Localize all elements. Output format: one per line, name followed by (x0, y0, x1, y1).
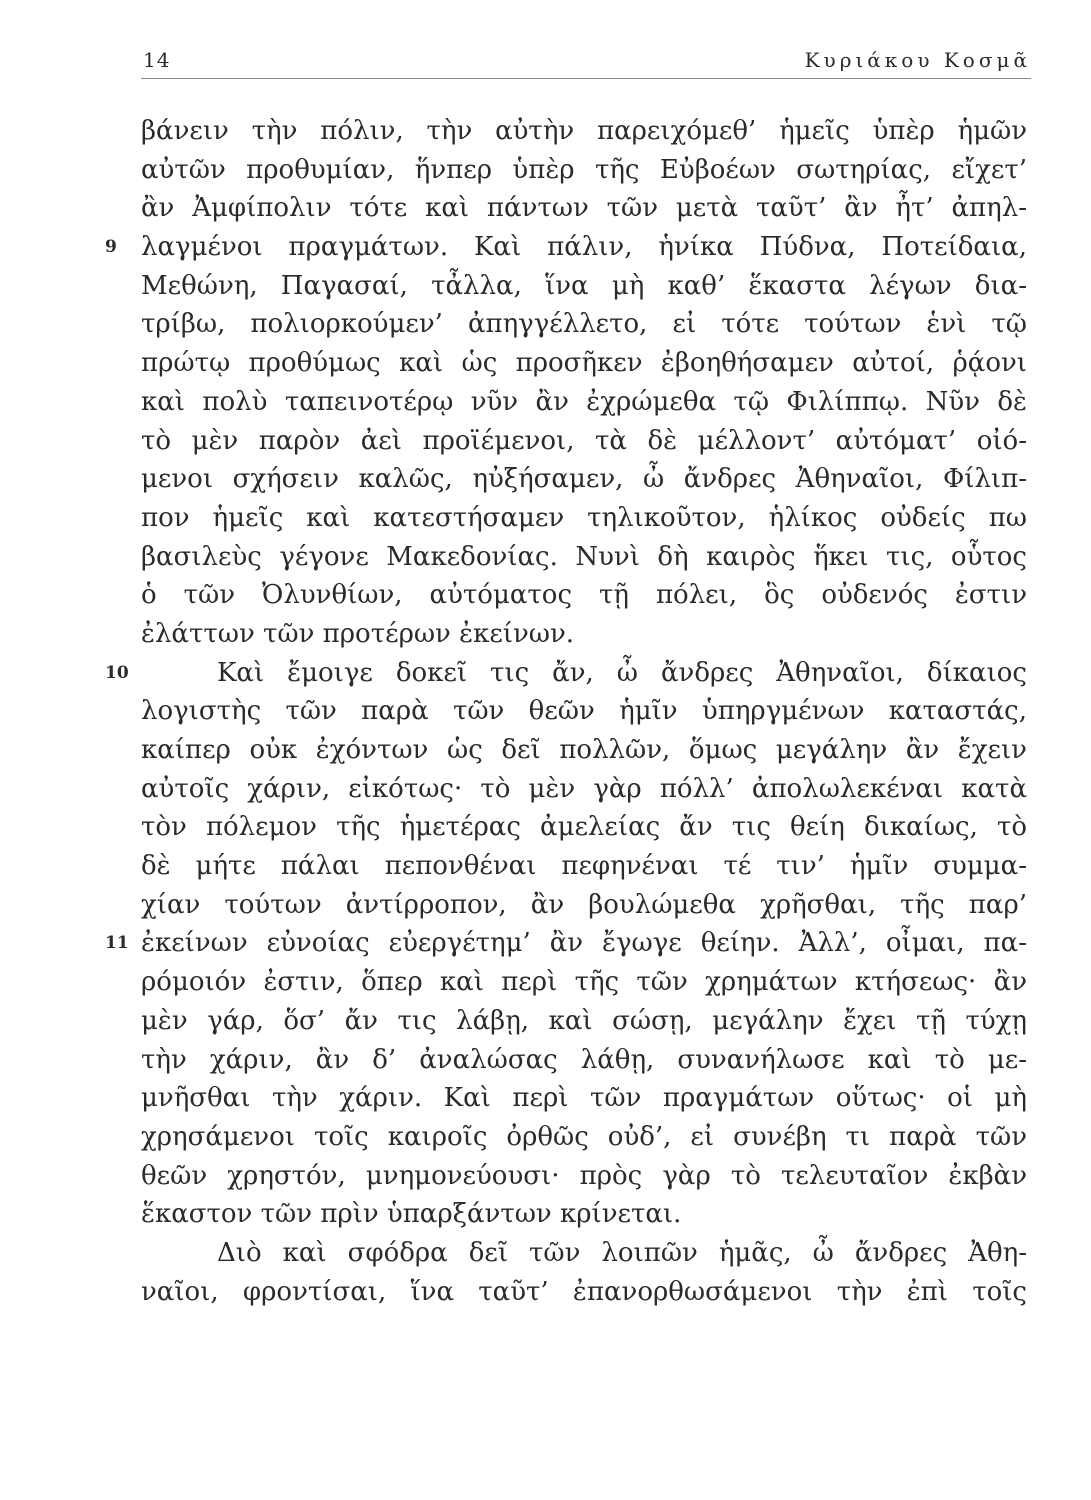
text-line (141, 344, 1027, 383)
text-line (141, 1273, 1027, 1312)
text-line (141, 499, 1027, 538)
text-line (141, 576, 1027, 615)
text-line (141, 305, 1027, 344)
line-text: καὶ πολὺ ταπεινοτέρῳ νῦν ἂν ἐχρώμεθα τῷ Φιλίππῳ. Νῦν δὲ (141, 386, 1027, 417)
text-line (141, 1195, 1027, 1234)
text-line (141, 1002, 1027, 1041)
line-text: ὁ τῶν Ὀλυνθίων, αὐτόματος τῇ πόλει, ὃς οὐδενός ἐστιν (141, 580, 1027, 611)
line-text: μνῆσθαι τὴν χάριν. Καὶ περὶ τῶν πραγμάτων οὕτως· οἱ μὴ (141, 1083, 1027, 1114)
text-line (141, 886, 1027, 925)
page-number: 14 (143, 48, 171, 72)
page-header (141, 44, 1031, 79)
line-text: τὸν πόλεμον τῆς ἡμετέρας ἀμελείας ἄν τις θείη δικαίως, τὸ (141, 812, 1027, 843)
line-text: Διὸ καὶ σφόδρα δεῖ τῶν λοιπῶν ἡμᾶς, ὦ ἄνδρες Ἀθη- (217, 1237, 1027, 1268)
text-line (141, 963, 1027, 1002)
text-line (141, 538, 1027, 577)
line-text: βάνειν τὴν πόλιν, τὴν αὐτὴν παρειχόμεθ’ ἡμεῖς ὑπὲρ ἡμῶν (141, 116, 1027, 146)
section-number: 9 (105, 237, 117, 258)
line-text: λογιστὴς τῶν παρὰ τῶν θεῶν ἡμῖν ὑπηργμένων καταστάς, (141, 696, 1027, 727)
text-line (141, 808, 1027, 847)
running-title: Κυριάκου Κοσμᾶ (804, 48, 1031, 72)
text-line (141, 460, 1027, 499)
line-text: δὲ μήτε πάλαι πεπονθέναι πεφηνέναι τέ τιν’ ἡμῖν συμμα- (141, 851, 1027, 882)
line-text: βασιλεὺς γέγονε Μακεδονίας. Νυνὶ δὴ καιρὸς ἥκει τις, οὗτος (141, 541, 1027, 572)
section-number: 10 (105, 662, 129, 683)
body-text (105, 112, 1027, 1311)
line-text: καίπερ οὐκ ἐχόντων ὡς δεῖ πολλῶν, ὅμως μεγάλην ἂν ἔχειν (141, 735, 1027, 765)
text-line (141, 731, 1027, 770)
text-line (141, 1157, 1027, 1196)
text-line (105, 654, 1027, 693)
line-text: τρίβω, πολιορκούμεν’ ἀπηγγέλλετο, εἰ τότε τούτων ἑνὶ τῷ (141, 309, 1027, 340)
line-text: ἂν Ἀμφίπολιν τότε καὶ πάντων τῶν μετὰ ταῦτ’ ἂν ἦτ’ ἀπηλ- (141, 193, 1027, 224)
line-text: Καὶ ἔμοιγε δοκεῖ τις ἄν, ὦ ἄνδρες Ἀθηναῖοι, δίκαιος (217, 657, 1027, 688)
line-text: ναῖοι, φροντίσαι, ἵνα ταῦτ’ ἐπανορθωσάμενοι τὴν ἐπὶ τοῖς (141, 1276, 1027, 1307)
line-text: λαγμένοι πραγμάτων. Καὶ πάλιν, ἡνίκα Πύδνα, Ποτείδαια, (141, 232, 1027, 263)
text-line (141, 383, 1027, 422)
text-line (141, 1079, 1027, 1118)
line-text: θεῶν χρηστόν, μνημονεύουσι· πρὸς γὰρ τὸ τελευταῖον ἐκβὰν (141, 1160, 1027, 1191)
line-text: ἐλάττων τῶν προτέρων ἐκείνων. (141, 618, 575, 649)
line-text: πρώτῳ προθύμως καὶ ὡς προσῆκεν ἐβοηθήσαμεν αὐτοί, ῥᾴονι (141, 348, 1027, 379)
line-text: τὸ μὲν παρὸν ἀεὶ προϊέμενοι, τὰ δὲ μέλλοντ’ αὐτόματ’ οἰό- (141, 425, 1027, 456)
line-text: αὐτῶν προθυμίαν, ἥνπερ ὑπὲρ τῆς Εὐβοέων σωτηρίας, εἴχετ’ (141, 154, 1027, 185)
line-text: Μεθώνη, Παγασαί, τἆλλα, ἵνα μὴ καθ’ ἕκαστα λέγων δια- (141, 270, 1027, 301)
line-text: τὴν χάριν, ἂν δ’ ἀναλώσας λάθῃ, συνανήλωσε καὶ τὸ με- (141, 1044, 1027, 1075)
text-line (141, 1234, 1027, 1273)
section-number: 11 (105, 933, 129, 954)
text-line (141, 615, 1027, 654)
line-text: μὲν γάρ, ὅσ’ ἄν τις λάβῃ, καὶ σώσῃ, μεγάλην ἔχει τῇ τύχῃ (141, 1005, 1027, 1036)
line-text: ρόμοιόν ἐστιν, ὅπερ καὶ περὶ τῆς τῶν χρημάτων κτήσεως· ἂν (141, 967, 1027, 998)
text-line (141, 422, 1027, 461)
line-text: πον ἡμεῖς καὶ κατεστήσαμεν τηλικοῦτον, ἡλίκος οὐδείς πω (141, 502, 1027, 533)
line-text: ἕκαστον τῶν πρὶν ὑπαρξάντων κρίνεται. (141, 1199, 682, 1230)
line-text: μενοι σχήσειν καλῶς, ηὐξήσαμεν, ὦ ἄνδρες Ἀθηναῖοι, Φίλιπ- (141, 464, 1027, 495)
line-text: ἐκείνων εὐνοίας εὐεργέτημ’ ἂν ἔγωγε θείην. Ἀλλ’, οἶμαι, πα- (141, 928, 1027, 959)
text-line (141, 770, 1027, 809)
line-text: χίαν τούτων ἀντίρροπον, ἂν βουλώμεθα χρῆσθαι, τῆς παρ’ (141, 889, 1027, 920)
text-line (141, 112, 1027, 151)
text-line (141, 1041, 1027, 1080)
line-text: χρησάμενοι τοῖς καιροῖς ὀρθῶς οὐδ’, εἰ συνέβη τι παρὰ τῶν (141, 1121, 1027, 1152)
text-line (141, 692, 1027, 731)
text-line (105, 228, 1027, 267)
text-line (141, 847, 1027, 886)
text-line (141, 189, 1027, 228)
text-line (141, 267, 1027, 306)
text-line (141, 151, 1027, 190)
text-line (141, 1118, 1027, 1157)
text-line (105, 924, 1027, 963)
line-text: αὐτοῖς χάριν, εἰκότως· τὸ μὲν γὰρ πόλλ’ ἀπολωλεκέναι κατὰ (141, 773, 1027, 804)
